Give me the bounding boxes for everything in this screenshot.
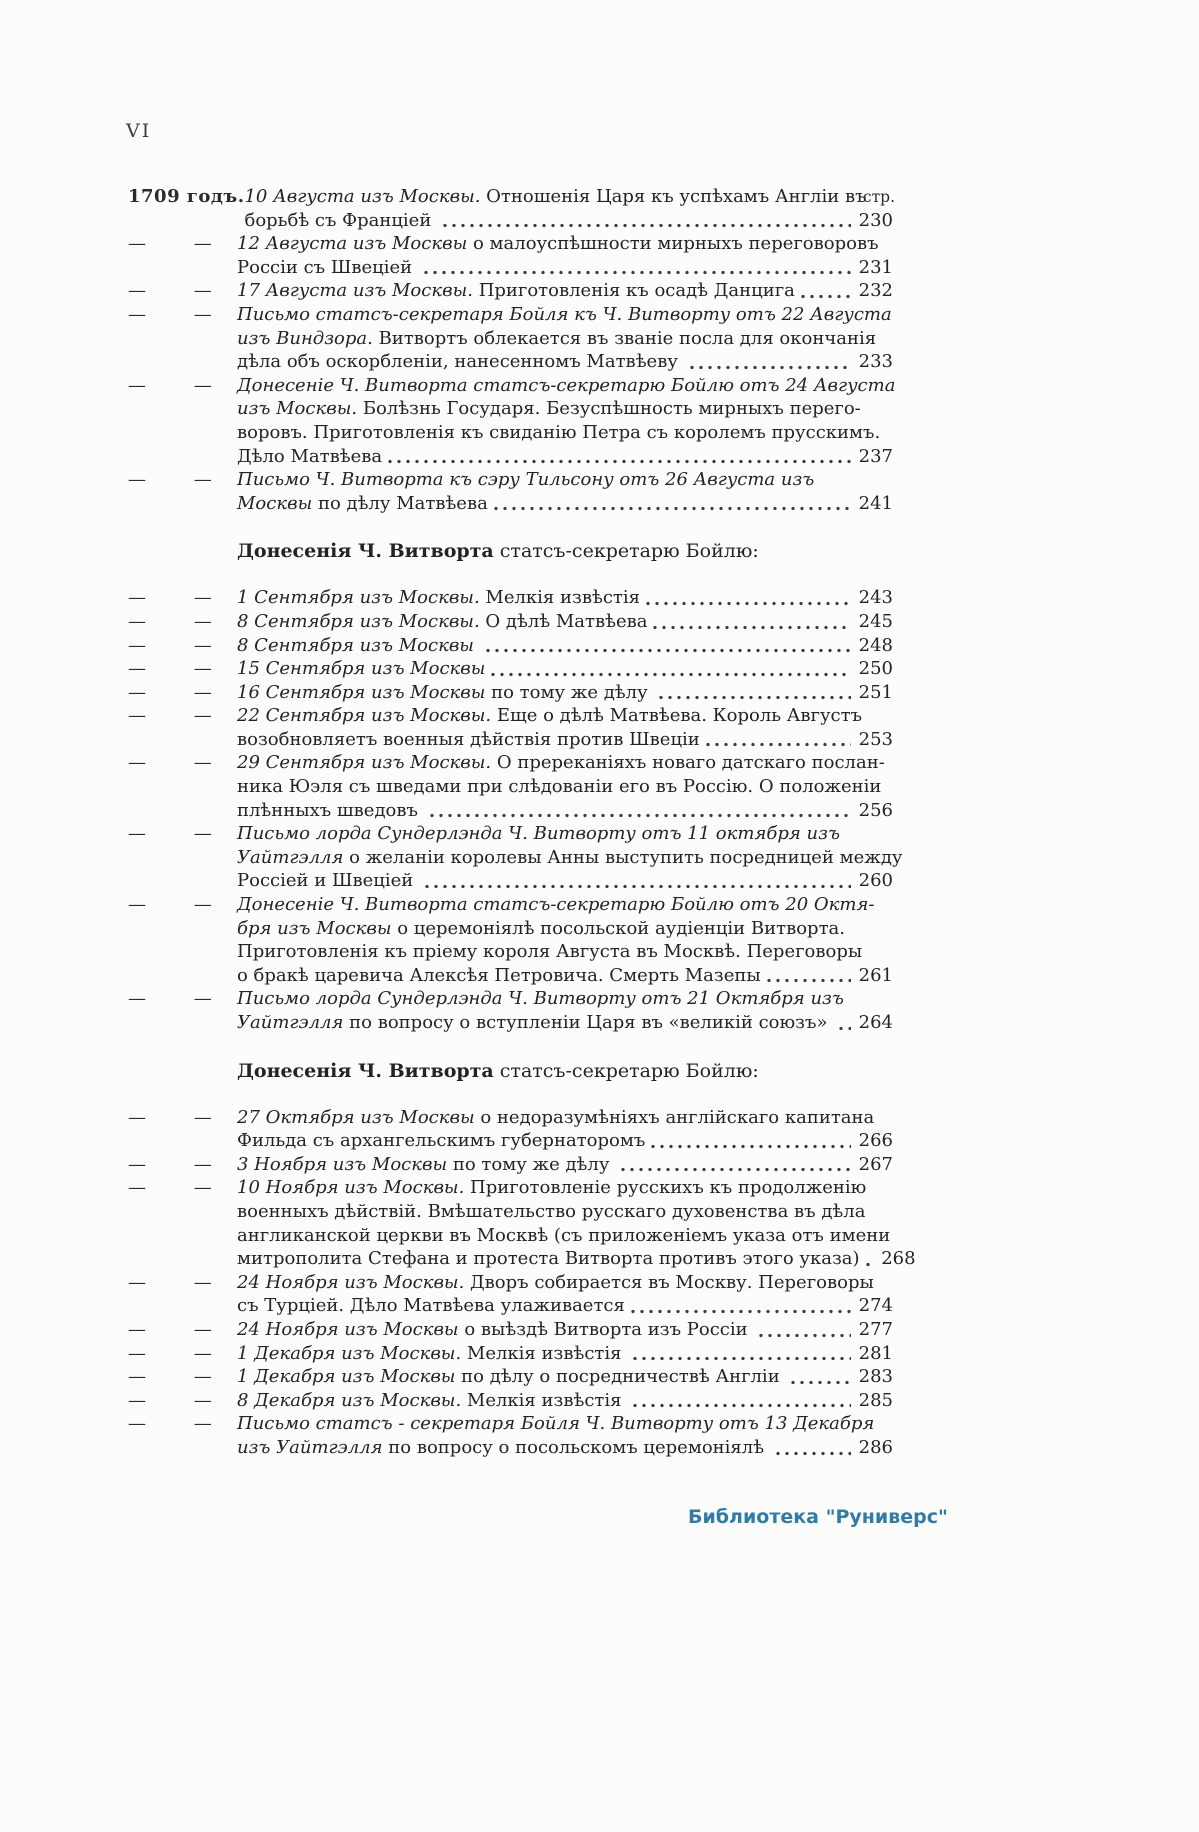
dot-leader [801,294,851,299]
entry-text: Мелкія извѣстія [461,1342,628,1364]
toc-entry [128,468,893,515]
entry-text: ника Юэля съ шведами при слѣдованіи его въ Россію. О положеніи [237,776,882,798]
entry-text: Приготовленія къ осадѣ Данцига [472,280,795,302]
entry-line [237,1153,893,1177]
page-number: 286 [858,1436,893,1458]
dot-leader [866,1262,874,1267]
entry-lines [237,1271,893,1318]
entry-text-italic: 1 Декабря изъ Москвы. [237,1342,462,1364]
entry-lines [237,468,893,515]
toc-entry [128,1342,893,1366]
dot-leader [631,1309,851,1314]
entry-line [237,492,893,516]
entry-text-italic: 15 Сентября изъ Москвы [237,658,486,680]
dot-leader [430,813,851,818]
page-number: 266 [858,1130,893,1152]
toc-entry [128,1318,893,1342]
ditto-marks: — — [128,634,212,656]
page-number: 274 [858,1295,893,1317]
entry-lines [237,751,893,822]
entry-lines [237,634,893,658]
entry-line [237,303,893,327]
entry-text: Витвортъ облекается въ званіе посла для окончанія [372,327,877,349]
entry-lines [237,1412,893,1459]
entry-line [237,1365,893,1389]
entry-text: по тому же дѣлу [447,1153,616,1175]
section-heading [237,539,893,563]
entry-text-italic: 24 Ноября изъ Москвы [237,1318,459,1340]
page-number: 260 [858,870,893,892]
entry-text: о малоуспѣшности мирныхъ переговоровъ [467,233,879,255]
entry-lines [237,303,893,374]
page-number: 285 [858,1389,893,1411]
entry-line [237,728,893,752]
entry-text: о бракѣ царевича Алексѣя Петровича. Смерть Мазепы [237,964,761,986]
entry-line [237,610,893,634]
entry-lines [237,657,893,681]
ditto-marks: — — [128,705,212,727]
entry-line [237,1271,893,1295]
ditto-marks: — — [128,1106,212,1128]
entry-line [237,1129,893,1153]
page-number: 253 [858,728,893,750]
section-heading [237,1059,893,1083]
toc-entry [128,987,893,1034]
entry-text: Еще о дѣлѣ Матвѣева. Король Августъ [491,705,863,727]
entry-line [237,445,893,469]
entry-line [237,822,893,846]
entry-line [237,279,893,303]
entry-text-italic: изъ Виндзора. [237,327,373,349]
entry-line [237,893,893,917]
entry-line [237,1412,893,1436]
entry-line [237,586,893,610]
entry-text: англиканской церкви въ Москвѣ (съ приложеніемъ указа отъ имени [237,1224,891,1246]
ditto-marks: — — [128,894,212,916]
entry-text: о выѣздѣ Витворта изъ Россіи [458,1318,754,1340]
entry-text: по дѣлу о посредничествѣ Англіи [455,1366,786,1388]
dot-leader [651,1144,851,1149]
entry-text-italic: бря изъ Москвы [237,917,392,939]
entry-line [237,1011,893,1035]
toc-entry [128,657,893,681]
dot-leader [424,270,851,275]
entry-line [237,940,893,964]
toc-entry [128,1271,893,1318]
entry-text-italic: 1 Сентября изъ Москвы. [237,587,480,609]
entry-lines [237,232,893,279]
entry-lines [237,586,893,610]
entry-text: Фильда съ архангельскимъ губернаторомъ [237,1130,646,1152]
entry-line [237,917,893,941]
ditto-marks: — — [128,1366,212,1388]
ditto-marks: — — [128,1177,212,1199]
ditto-marks: — — [128,1413,212,1435]
toc-entry [128,1389,893,1413]
heading-rest-text: статсъ-секретарю Бойлю: [493,540,759,563]
entry-lines [237,681,893,705]
toc-entry [128,1176,916,1270]
entry-lines [237,987,893,1034]
entry-text-italic: 3 Ноября изъ Москвы [237,1153,448,1175]
dot-leader [486,648,851,653]
dot-leader [388,459,851,464]
page-number: 268 [881,1248,916,1270]
entry-line [237,1106,893,1130]
entry-text-italic: Донесеніе Ч. Витворта статсъ-секретарю Бойлю отъ 24 Августа [237,374,896,396]
entry-text-italic: Уайтгэлля [237,846,344,868]
dot-leader [633,1356,851,1361]
dot-leader [621,1167,851,1172]
entry-text-italic: Письмо Ч. Витворта къ сэру Тильсону отъ 26 Августа изъ [237,469,815,491]
entry-text-italic: 10 Августа изъ Москвы. [244,186,481,207]
entry-text-italic: Уайтгэлля [237,1012,344,1033]
entry-text: возобновляетъ военныя дѣйствія против Швеціи [237,728,700,750]
entry-line [244,209,893,233]
page-number: 256 [858,799,893,821]
page-number: 248 [858,634,893,656]
heading-bold-text: Донесенія Ч. Витворта [237,1059,494,1082]
dot-leader [767,978,851,983]
dot-leader [759,1333,851,1338]
entry-text-italic: Донесеніе Ч. Витворта статсъ-секретарю Бойлю отъ 20 Октя- [237,894,875,916]
entry-lines [237,1106,893,1153]
entry-text-italic: 16 Сентября изъ Москвы [237,681,486,703]
entry-lines [237,1318,893,1342]
entry-line [237,775,893,799]
toc-entry [128,751,893,822]
toc-entry [128,279,893,303]
entry-line [237,1200,893,1224]
page-number: 231 [858,256,893,278]
entry-line [237,657,893,681]
entry-text-italic: Москвы [237,492,313,514]
library-watermark: Библиотека "Руниверс" [688,1506,948,1528]
page-number: 261 [858,964,893,986]
toc-entry [128,893,893,987]
entry-line [237,869,893,893]
entry-line [237,1389,893,1413]
entry-text-italic: 27 Октября изъ Москвы [237,1106,475,1128]
dot-leader [425,884,851,889]
entry-text-italic: изъ Уайтгэлля [237,1436,383,1458]
entry-text: Дворъ собирается въ Москву. Переговоры [464,1271,874,1293]
entry-text-italic: 10 Ноября изъ Москвы. [237,1177,465,1199]
entry-text-italic: 12 Августа изъ Москвы [237,233,468,255]
entry-line [237,1342,893,1366]
entry-text-italic: Письмо лорда Сундерлэнда Ч. Витворту отъ 21 Октября изъ [237,988,844,1010]
entry-text: по тому же дѣлу [485,681,654,703]
toc-entry [128,1106,893,1153]
page-number: 277 [858,1318,893,1340]
entry-text: борьбѣ съ Франціей [244,209,438,231]
entry-text: О пререканіяхъ новаго датскаго послан- [491,752,885,774]
dot-leader [839,1026,851,1031]
page-number: 237 [858,445,893,467]
entry-line [237,634,893,658]
entry-line [237,1176,893,1200]
entry-text-italic: изъ Москвы. [237,398,358,420]
entry-text-italic: 24 Ноября изъ Москвы. [237,1271,465,1293]
entry-text: о церемоніялѣ посольской аудіенціи Витворта. [391,917,845,939]
toc-entry [128,374,896,468]
entry-line [237,374,896,398]
entry-lines [237,1342,893,1366]
ditto-marks: — — [128,233,212,255]
entry-lines [237,1389,893,1413]
entry-line [237,751,893,775]
entry-lines [237,1153,893,1177]
entry-lines [237,822,903,893]
entry-text: о желаніи королевы Анны выступить посредницей между [343,846,903,868]
entry-line [237,1436,893,1460]
toc [128,185,916,1460]
toc-entry [128,1365,893,1389]
entry-text [474,634,480,658]
entry-line [244,185,893,209]
entry-text: Россіи съ Швеціей [237,256,418,278]
page-number: 241 [858,492,893,514]
entry-text: по вопросу о посольскомъ церемоніялѣ [382,1436,770,1458]
entry-text-italic: 22 Сентября изъ Москвы. [237,705,492,727]
ditto-marks: — — [128,988,212,1010]
toc-entry [128,185,893,232]
entry-text: плѣнныхъ шведовъ [237,799,424,821]
entry-text: О дѣлѣ Матвѣева [479,610,648,632]
heading-rest-text: статсъ-секретарю Бойлю: [493,1059,759,1082]
entry-text: Приготовленія къ пріему короля Августа въ Москвѣ. Переговоры [237,941,863,963]
entry-text-italic: 8 Декабря изъ Москвы. [237,1389,462,1411]
entry-line [237,1224,893,1248]
toc-entry [128,232,893,279]
toc-entry [128,634,893,658]
dot-leader [491,672,851,677]
ditto-marks: — — [128,1389,212,1411]
page-number: 264 [858,1012,893,1033]
page-number: 232 [858,280,893,302]
toc-entry [128,1412,893,1459]
entry-text: по дѣлу Матвѣева [312,492,488,514]
folio-page-number: VI [126,120,152,142]
page-number: 233 [858,351,893,373]
dot-leader [653,625,851,630]
ditto-marks: — — [128,681,212,703]
entry-text: Мелкія извѣстія [479,587,640,609]
entry-line [237,421,893,445]
ditto-marks: — — [128,1271,212,1293]
dot-leader [706,742,851,747]
entry-lines [237,1365,893,1389]
ditto-marks: — — [128,1342,212,1364]
entry-line [237,1247,916,1271]
page-number: 245 [858,610,893,632]
entry-text-italic: 8 Сентября изъ Москвы. [237,610,480,632]
entry-text: Россіей и Швеціей [237,870,419,892]
page-number: 230 [858,209,893,231]
toc-entry [128,704,893,751]
dot-leader [646,601,851,606]
dot-leader [659,695,851,700]
entry-text-italic: 17 Августа изъ Москвы. [237,280,473,302]
entry-text: по вопросу о вступленіи Царя въ «великій союзъ» [343,1012,834,1033]
ditto-marks: — — [128,469,212,491]
heading-bold-text: Донесенія Ч. Витворта [237,540,494,563]
dot-leader [776,1451,851,1456]
entry-line [237,256,893,280]
entry-line [237,1318,893,1342]
entry-line [237,987,893,1011]
page-number: 267 [858,1153,893,1175]
ditto-marks: — — [128,280,212,302]
entry-text: Отношенія Царя къ успѣхамъ Англіи въ [480,186,867,207]
entry-line [237,964,893,988]
entry-line [237,1294,893,1318]
ditto-marks: — — [128,303,212,325]
entry-line [237,799,893,823]
toc-entry [128,1153,893,1177]
dot-leader [633,1403,851,1408]
entry-text: съ Турціей. Дѣло Матвѣева улаживается [237,1295,625,1317]
entry-line [237,704,893,728]
dot-leader [791,1380,851,1385]
page-number: 283 [858,1366,893,1388]
entry-lines [237,893,893,987]
toc-entry [128,303,893,374]
dot-leader [494,506,851,511]
page-number: 251 [858,681,893,703]
entry-text-italic: Письмо статсъ-секретаря Бойля къ Ч. Витворту отъ 22 Августа [237,303,892,325]
entry-text-italic: Письмо статсъ - секретаря Бойля Ч. Витворту отъ 13 Декабря [237,1413,875,1435]
page-number: 281 [858,1342,893,1364]
entry-text: Болѣзнь Государя. Безуспѣшность мирныхъ перего- [357,398,861,420]
entry-lines [237,610,893,634]
page-column-header: стр. [862,188,895,206]
ditto-marks: — — [128,587,212,609]
entry-text: воровъ. Приготовленія къ свиданію Петра съ королемъ прусскимъ. [237,421,881,443]
page-number: 243 [858,587,893,609]
ditto-marks: — — [128,752,212,774]
toc-entry [128,822,903,893]
ditto-marks: — — [128,610,212,632]
entry-text: о недоразумѣніяхъ англійскаго капитана [474,1106,875,1128]
entry-lines [237,704,893,751]
toc-entry [128,586,893,610]
entry-line [237,846,903,870]
entry-text: Мелкія извѣстія [461,1389,628,1411]
entry-line [237,350,893,374]
entry-line [237,468,893,492]
ditto-marks: — — [128,823,212,845]
entry-text: военныхъ дѣйствій. Вмѣшательство русскаго духовенства въ дѣла [237,1200,866,1222]
entry-text-italic: 29 Сентября изъ Москвы. [237,752,492,774]
entry-text-italic: 8 Сентября изъ Москвы [237,634,474,656]
page-number: 250 [858,658,893,680]
entry-text-italic: Письмо лорда Сундерлэнда Ч. Витворту отъ 11 октября изъ [237,823,840,845]
ditto-marks: — — [128,1318,212,1340]
entry-lines [244,185,893,232]
ditto-marks: — — [128,658,212,680]
dot-leader [443,223,851,228]
entry-lines [237,374,896,468]
entry-text: митрополита Стефана и протеста Витворта противъ этого указа) [237,1248,860,1270]
entry-lines [237,1176,916,1270]
ditto-marks: — — [128,374,212,396]
entry-line [237,327,893,351]
entry-text-italic: 1 Декабря изъ Москвы [237,1366,456,1388]
year-label: 1709 годъ. [128,186,245,207]
ditto-marks: — — [128,1153,212,1175]
entry-text: Приготовленіе русскихъ къ продолженію [464,1177,867,1199]
entry-line [237,681,893,705]
entry-lines [237,279,893,303]
toc-entry [128,681,893,705]
entry-text: Дѣло Матвѣева [237,445,383,467]
toc-entry [128,610,893,634]
entry-line [237,397,893,421]
entry-text: дѣла объ оскорбленіи, нанесенномъ Матвѣеву [237,351,684,373]
dot-leader [690,365,851,370]
entry-line [237,232,893,256]
